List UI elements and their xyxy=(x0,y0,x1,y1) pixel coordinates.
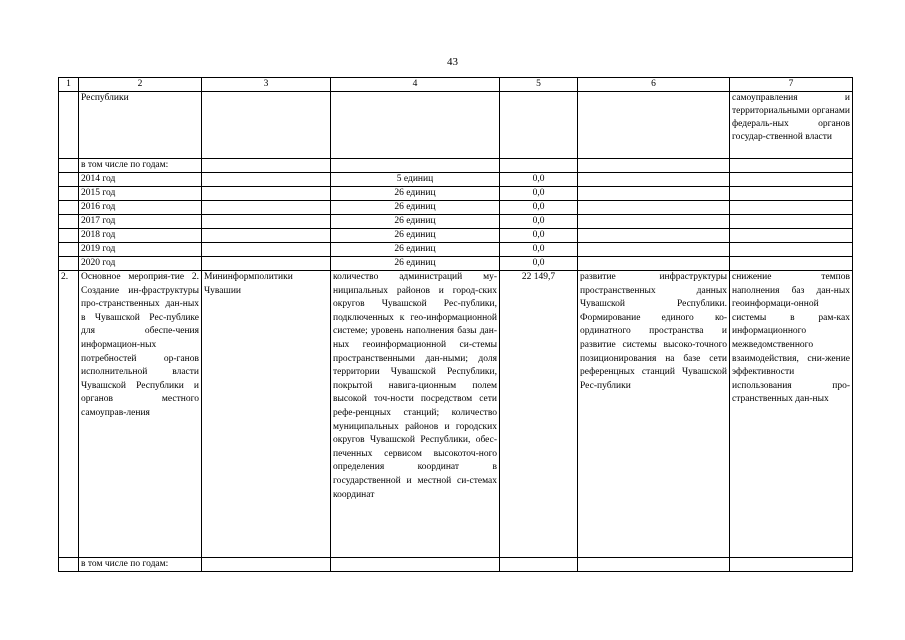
cell-empty xyxy=(59,257,79,271)
cell-empty xyxy=(59,187,79,201)
cell-empty xyxy=(202,173,331,187)
header-cell: 3 xyxy=(202,78,331,92)
cell-empty xyxy=(59,201,79,215)
cell-empty xyxy=(202,243,331,257)
table-row-year xyxy=(59,257,853,271)
table-row-year xyxy=(59,201,853,215)
cell-empty xyxy=(202,187,331,201)
cell-empty xyxy=(202,229,331,243)
cell-year: 2015 год xyxy=(79,187,202,201)
cell-units: 26 единиц xyxy=(331,229,500,243)
cell-empty xyxy=(730,187,853,201)
table-row-year xyxy=(59,229,853,243)
table-row-year xyxy=(59,215,853,229)
cell-year: 2020 год xyxy=(79,257,202,271)
cell-empty xyxy=(578,173,730,187)
cell-row-number: 2. xyxy=(59,271,79,558)
cell-empty xyxy=(202,558,331,572)
cell-empty xyxy=(202,257,331,271)
cell-expected-results: развитие инфраструктуры пространственных данных Чувашской Республики. Формирование единого ко-ординатного пространства и развитие системы высоко-точного позиционирования на базе сети референцных станций Чувашской Рес-публики xyxy=(578,271,730,558)
cell-empty xyxy=(331,558,500,572)
cell-empty xyxy=(202,201,331,215)
cell-empty xyxy=(730,215,853,229)
cell-amount: 0,0 xyxy=(500,201,578,215)
cell-empty xyxy=(59,229,79,243)
cell-empty xyxy=(578,187,730,201)
cell-amount: 0,0 xyxy=(500,257,578,271)
header-cell: 6 xyxy=(578,78,730,92)
cell-empty xyxy=(578,159,730,173)
cell-empty xyxy=(730,243,853,257)
cell-year: 2016 год xyxy=(79,201,202,215)
cell-consequences: снижение темпов наполнения баз дан-ных геоинформаци-онной системы в рам-ках информационного межведомственного взаимодействия, сни-жение эффективности использования про-странственных дан-ных xyxy=(730,271,853,558)
cell-empty xyxy=(331,92,500,159)
cell-empty xyxy=(59,173,79,187)
cell-by-years-label: в том числе по годам: xyxy=(79,159,202,173)
cell-empty xyxy=(202,92,331,159)
header-row xyxy=(59,78,853,92)
cell-empty xyxy=(59,159,79,173)
cell-empty xyxy=(730,558,853,572)
cell-year: 2019 год xyxy=(79,243,202,257)
cell-year: 2014 год xyxy=(79,173,202,187)
header-cell: 7 xyxy=(730,78,853,92)
cell-empty xyxy=(578,558,730,572)
cell-amount: 22 149,7 xyxy=(500,271,578,558)
table-row-by-years xyxy=(59,159,853,173)
cell-units: 26 единиц xyxy=(331,215,500,229)
cell-amount: 0,0 xyxy=(500,215,578,229)
cell-empty xyxy=(578,201,730,215)
program-table xyxy=(58,77,853,572)
cell-indicators: количество администраций му-ниципальных районов и город-ских округов Чувашской Рес-публики, подключенных к гео-информационной системе; уровень наполнения базы дан-ных геоинформационной си-стемы пространственными дан-ными; доля территории Чувашской Республики, покрытой навига-ционным полем высокой точ-ности посредством сети рефе-ренцных станций; количество муниципальных районов и городских округов Чувашской Республики, обес-печенных сервисом высокоточ-ного определения координат в государственной и местной си-стемах координат xyxy=(331,271,500,558)
cell-units: 26 единиц xyxy=(331,201,500,215)
cell-year: 2018 год xyxy=(79,229,202,243)
cell-amount: 0,0 xyxy=(500,187,578,201)
header-cell: 4 xyxy=(331,78,500,92)
header-cell: 1 xyxy=(59,78,79,92)
cell-republic: Республики xyxy=(79,92,202,159)
cell-executor: Мининформполитики Чувашии xyxy=(202,271,331,558)
cell-empty xyxy=(59,215,79,229)
table-row-by-years xyxy=(59,558,853,572)
cell-empty xyxy=(500,92,578,159)
cell-by-years-label: в том числе по годам: xyxy=(79,558,202,572)
cell-empty xyxy=(730,159,853,173)
cell-units: 26 единиц xyxy=(331,243,500,257)
cell-empty xyxy=(202,159,331,173)
cell-units: 26 единиц xyxy=(331,187,500,201)
cell-units: 5 единиц xyxy=(331,173,500,187)
cell-amount: 0,0 xyxy=(500,173,578,187)
cell-continuation-note: самоуправления и территориальными органами федераль-ных органов государ-ственной власти xyxy=(730,92,853,159)
cell-amount: 0,0 xyxy=(500,243,578,257)
header-cell: 2 xyxy=(79,78,202,92)
cell-amount: 0,0 xyxy=(500,229,578,243)
cell-empty xyxy=(730,229,853,243)
cell-empty xyxy=(578,243,730,257)
cell-empty xyxy=(730,257,853,271)
cell-empty xyxy=(331,159,500,173)
cell-units: 26 единиц xyxy=(331,257,500,271)
table-row-year xyxy=(59,187,853,201)
cell-empty xyxy=(59,558,79,572)
table-row-republic xyxy=(59,92,853,159)
table-row-measure-2 xyxy=(59,271,853,558)
cell-empty xyxy=(578,215,730,229)
cell-empty xyxy=(59,92,79,159)
cell-empty xyxy=(578,257,730,271)
cell-empty xyxy=(500,558,578,572)
cell-empty xyxy=(202,215,331,229)
table-row-year xyxy=(59,243,853,257)
cell-year: 2017 год xyxy=(79,215,202,229)
header-cell: 5 xyxy=(500,78,578,92)
cell-measure-description: Основное мероприя-тие 2. Создание ин-фраструктуры про-странственных дан-ных в Чувашской Рес-публике для обеспе-чения информацион-ных потребностей ор-ганов исполнительной власти Чувашской Республики и органов местного самоуправ-ления xyxy=(79,271,202,558)
cell-empty xyxy=(578,92,730,159)
cell-empty xyxy=(59,243,79,257)
page-number: 43 xyxy=(447,56,458,68)
cell-empty xyxy=(730,201,853,215)
table-row-year xyxy=(59,173,853,187)
cell-empty xyxy=(500,159,578,173)
cell-empty xyxy=(730,173,853,187)
cell-empty xyxy=(578,229,730,243)
